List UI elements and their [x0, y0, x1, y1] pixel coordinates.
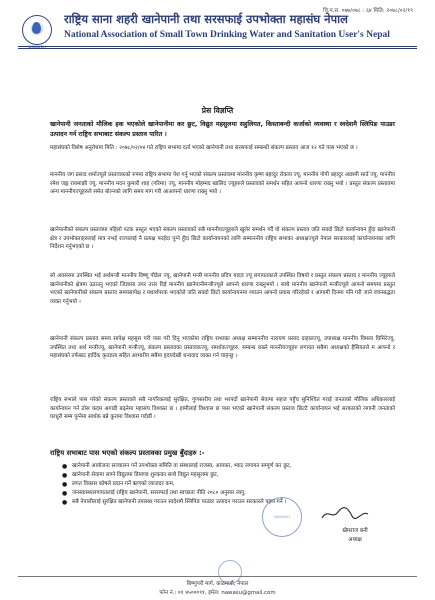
bullet-icon: ● — [62, 472, 68, 479]
header-title-nepali: राष्ट्रिय साना शहरी खानेपानी तथा सरसफाई उपभोक्ता महासंघ नेपाल — [64, 12, 348, 26]
bullet-icon: ● — [62, 481, 68, 488]
header-rule-secondary — [18, 48, 417, 49]
signature-mark — [320, 506, 370, 522]
bullet-icon: ● — [62, 463, 68, 470]
page-title: प्रेस विज्ञप्ति — [201, 106, 234, 115]
footer-rule — [18, 576, 417, 577]
list-item: ● खानेपानी सेवामा लाग्ने विद्युतमा डिमाण्ड शुल्कका साथै विद्युत महसुलमा छुट, — [62, 472, 219, 479]
paragraph-1: महासंघको विशेष अनुरोधमा मिति : २०७८/०२/०४ गते राष्ट्रिय सभामा दर्ता भएको खानेपानी तथा सरसफाई सम्बन्धी संकल्प प्रस्ताव आज १२ गते पास भएको छ । — [50, 145, 358, 151]
paragraph-6: राष्ट्रिय सभाले पास गरेको संकल्प प्रस्तावले सबै नागरिकलाई सुरक्षित, गुणस्तरीय तथा भरपर्दो खानेपानी सेवामा सहज पहुँच सुनिश्चित गराई जनताको मौलिक अधिकारलाई कार्यान्वयन गर्न ठोस कदम अगाडी बढ्नेमा महासंघ विश्वस्त छ । हामीलाई विश्वास छ पास भएको खानेपानी संकल्प प्रस्ताव छिटटै कार्यान्वयन भई सरकारको लगानी जनताको घरधुरी सम्म पुग्नेमा सार्थक बन्ने कुरामा विश्वास गर्दछौं । — [50, 397, 395, 421]
paragraph-4: सो अवसरमा उपस्थित भई अर्थमन्त्री माननीय विष्णु पौडेल ज्यू, खानेपानी मन्त्री माननीय प्रदिप यादव ज्यू लगायतकाले उपस्थित विषयो र प्रस्तुत संकल्प प्रस्ताव र माननीय ज्यूहरुले खानेपानीको क्षेत्रमा उठाउनु भएको जिज्ञासा उपर उत्तर दिई माननीय खानेपानीमन्त्रीज्यूले आफ्नो धारणा राख्नुभयो । साथै माननीय खानेपानी मन्त्रीज्यूले आफ्नो समयमा प्रस्तुत भएको खानेपानीको संकल्प प्रस्ताव समयसापेक्ष र यथार्थपरक भएकोले जति सक्दो छिटो कार्यान्वयनमा ल्याउन आफ्नो प्रयास गरिरहेको र आगामी दिनमा पनि गरी जाने वचनबद्धता व्यक्त गर्नुभयो । — [50, 273, 395, 305]
header-rule — [18, 46, 417, 47]
notice-subject: खानेपानी जनताको मौलिक हक भएकोले खानेपानीमा कर छुट, विद्युत महसुलमा सहुलियत, किस्ताबन्दी कर्जाको व्यवस्था र स्वदेशमै स्लिपिङ पाउडर उत्पादन गर्न राष्ट्रिय सभाबाट संकल्प प्रस्ताव पारित । — [50, 121, 395, 138]
bullet-icon: ● — [62, 499, 68, 506]
paragraph-5: खानेपानी संकल्प प्रस्ताव समय सापेक्ष महसुस गरी पास गरी दिनु भएकोमा राष्ट्रिय सभाका अध्यक्ष सम्माननीय नारायण प्रसाद दाहालज्यू, उपाध्यक्ष माननीय विमला घिमिरेज्यू, उपस्थित तथा अर्थ मन्त्रीज्यू, खानेपानी मन्त्रीज्यू, संकल्प प्रस्तावका प्रस्तावकज्यू, समर्थकज्यूहरु, सम्बन्ध राख्ने माननीयज्यूहरु लगायत सबैमा अध्यक्षको हैसियतले म आफ्नो र महासंघको तर्फबाट हार्दिक कृतज्ञता सहित आभारीय सबैमा हृदयदेखी धन्यवाद व्यक्त गर्न चाहन्छु । — [50, 336, 395, 360]
water-drop-icon — [32, 22, 41, 34]
list-item: ● सबै नेपालीलाई सुरक्षित खानेपानी उपलब्ध गराउन स्वदेशमै स्लिपिङ पाउडर उत्पादन गराउन सरकारले पहल गर्ने । — [62, 499, 287, 506]
reference-number: चि.प.स. ०७७/०७८ : ६४ मिति: २०७८/०२/१९ — [322, 8, 413, 14]
paragraph-2: माननीय जग प्रसाद शर्माज्यूले प्रस्तावकको रुपमा राष्ट्रिय सभामा पेश गर्नु भएको संकल्प प्रस्तावमा माननीय कृष्ण बहादुर रोकाय ज्यू, माननीय गोपी बहादुर अछामी साउँ ज्यू, माननीय रमेश जङ्ग रायमाझी ज्यू, माननीय मदन कुमारी शाह (गरिमा) ज्यू, माननीय मोहम्मद खालिद ज्यूहरुले प्रस्तावको समर्थन सहित आफ्नो धारणा राख्नु भयो । प्रस्तुत संकल्प प्रस्तावमा अन्य माननीयज्यूहरुले समेत बोल्नको लागि समय माग गरी आआफ्नो धारणा राख्नु भयो । — [50, 172, 395, 196]
bullet-icon: ● — [62, 490, 68, 497]
signatory-name: खेमराज बनी — [342, 528, 368, 534]
list-item: ● लगत विकास कोषले प्रदान गर्ने ऋणको व्याजदर कम, — [62, 481, 175, 488]
list-item: ● खानेपानी आयोजना सञ्चालन गर्ने उपभोक्ता समिति वा संस्थालाई राजस्व, आयकर, भ्याट लगायत सम्पूर्ण कर छुट, — [62, 463, 292, 470]
paragraph-3: खानेपानीको संकल्प प्रस्तावमा पहिलो पटक प्रस्तुत भएको संकल्प प्रस्तावको सबै माननीयज्यूहरुले खुलेर समर्थन गर्दै यो संकल्प प्रस्ताव जति सक्दो छिटो कार्यान्वयन हुँदा खानेपानी क्षेत्र र उपभोक्ताहरुलाई मात्र नभई राज्यलाई नै प्रत्यक्ष फाईदा पुग्ने हुँदा छिटो कार्यान्वयनको लागि सम्माननीय राष्ट्रिय सभाका अध्यक्षज्यूले नेपाल सरकारलाई कार्यान्वयनका लागि निर्देशन गर्नुभएको छ । — [50, 227, 395, 251]
list-item: ● जनस्वास्थ्यलगायतलाई राष्ट्रिय खानेपानी, सरसफाई तथा स्वच्छता नीति २०८० अनुसार लागु, — [62, 490, 246, 497]
header-title-english: National Association of Small Town Drinking Water and Sanitation User's Nepal — [64, 30, 390, 40]
signatory-title: अध्यक्ष — [348, 537, 362, 543]
footer-contact: फोन नं.: ०१ ४५०००९१, इमेल: nawasu@gmail.com — [159, 590, 276, 596]
footer-address: बिष्णुपरी मार्ग, काठमाडौं, नेपाल — [186, 581, 249, 587]
key-points-list — [62, 462, 395, 507]
official-stamp: NAWASU — [262, 497, 302, 537]
section-heading: राष्ट्रिय सभाबाट पास भएको संकल्प प्रस्तावका प्रमुख बुँदाहरु :- — [50, 449, 205, 457]
association-logo — [22, 15, 52, 45]
